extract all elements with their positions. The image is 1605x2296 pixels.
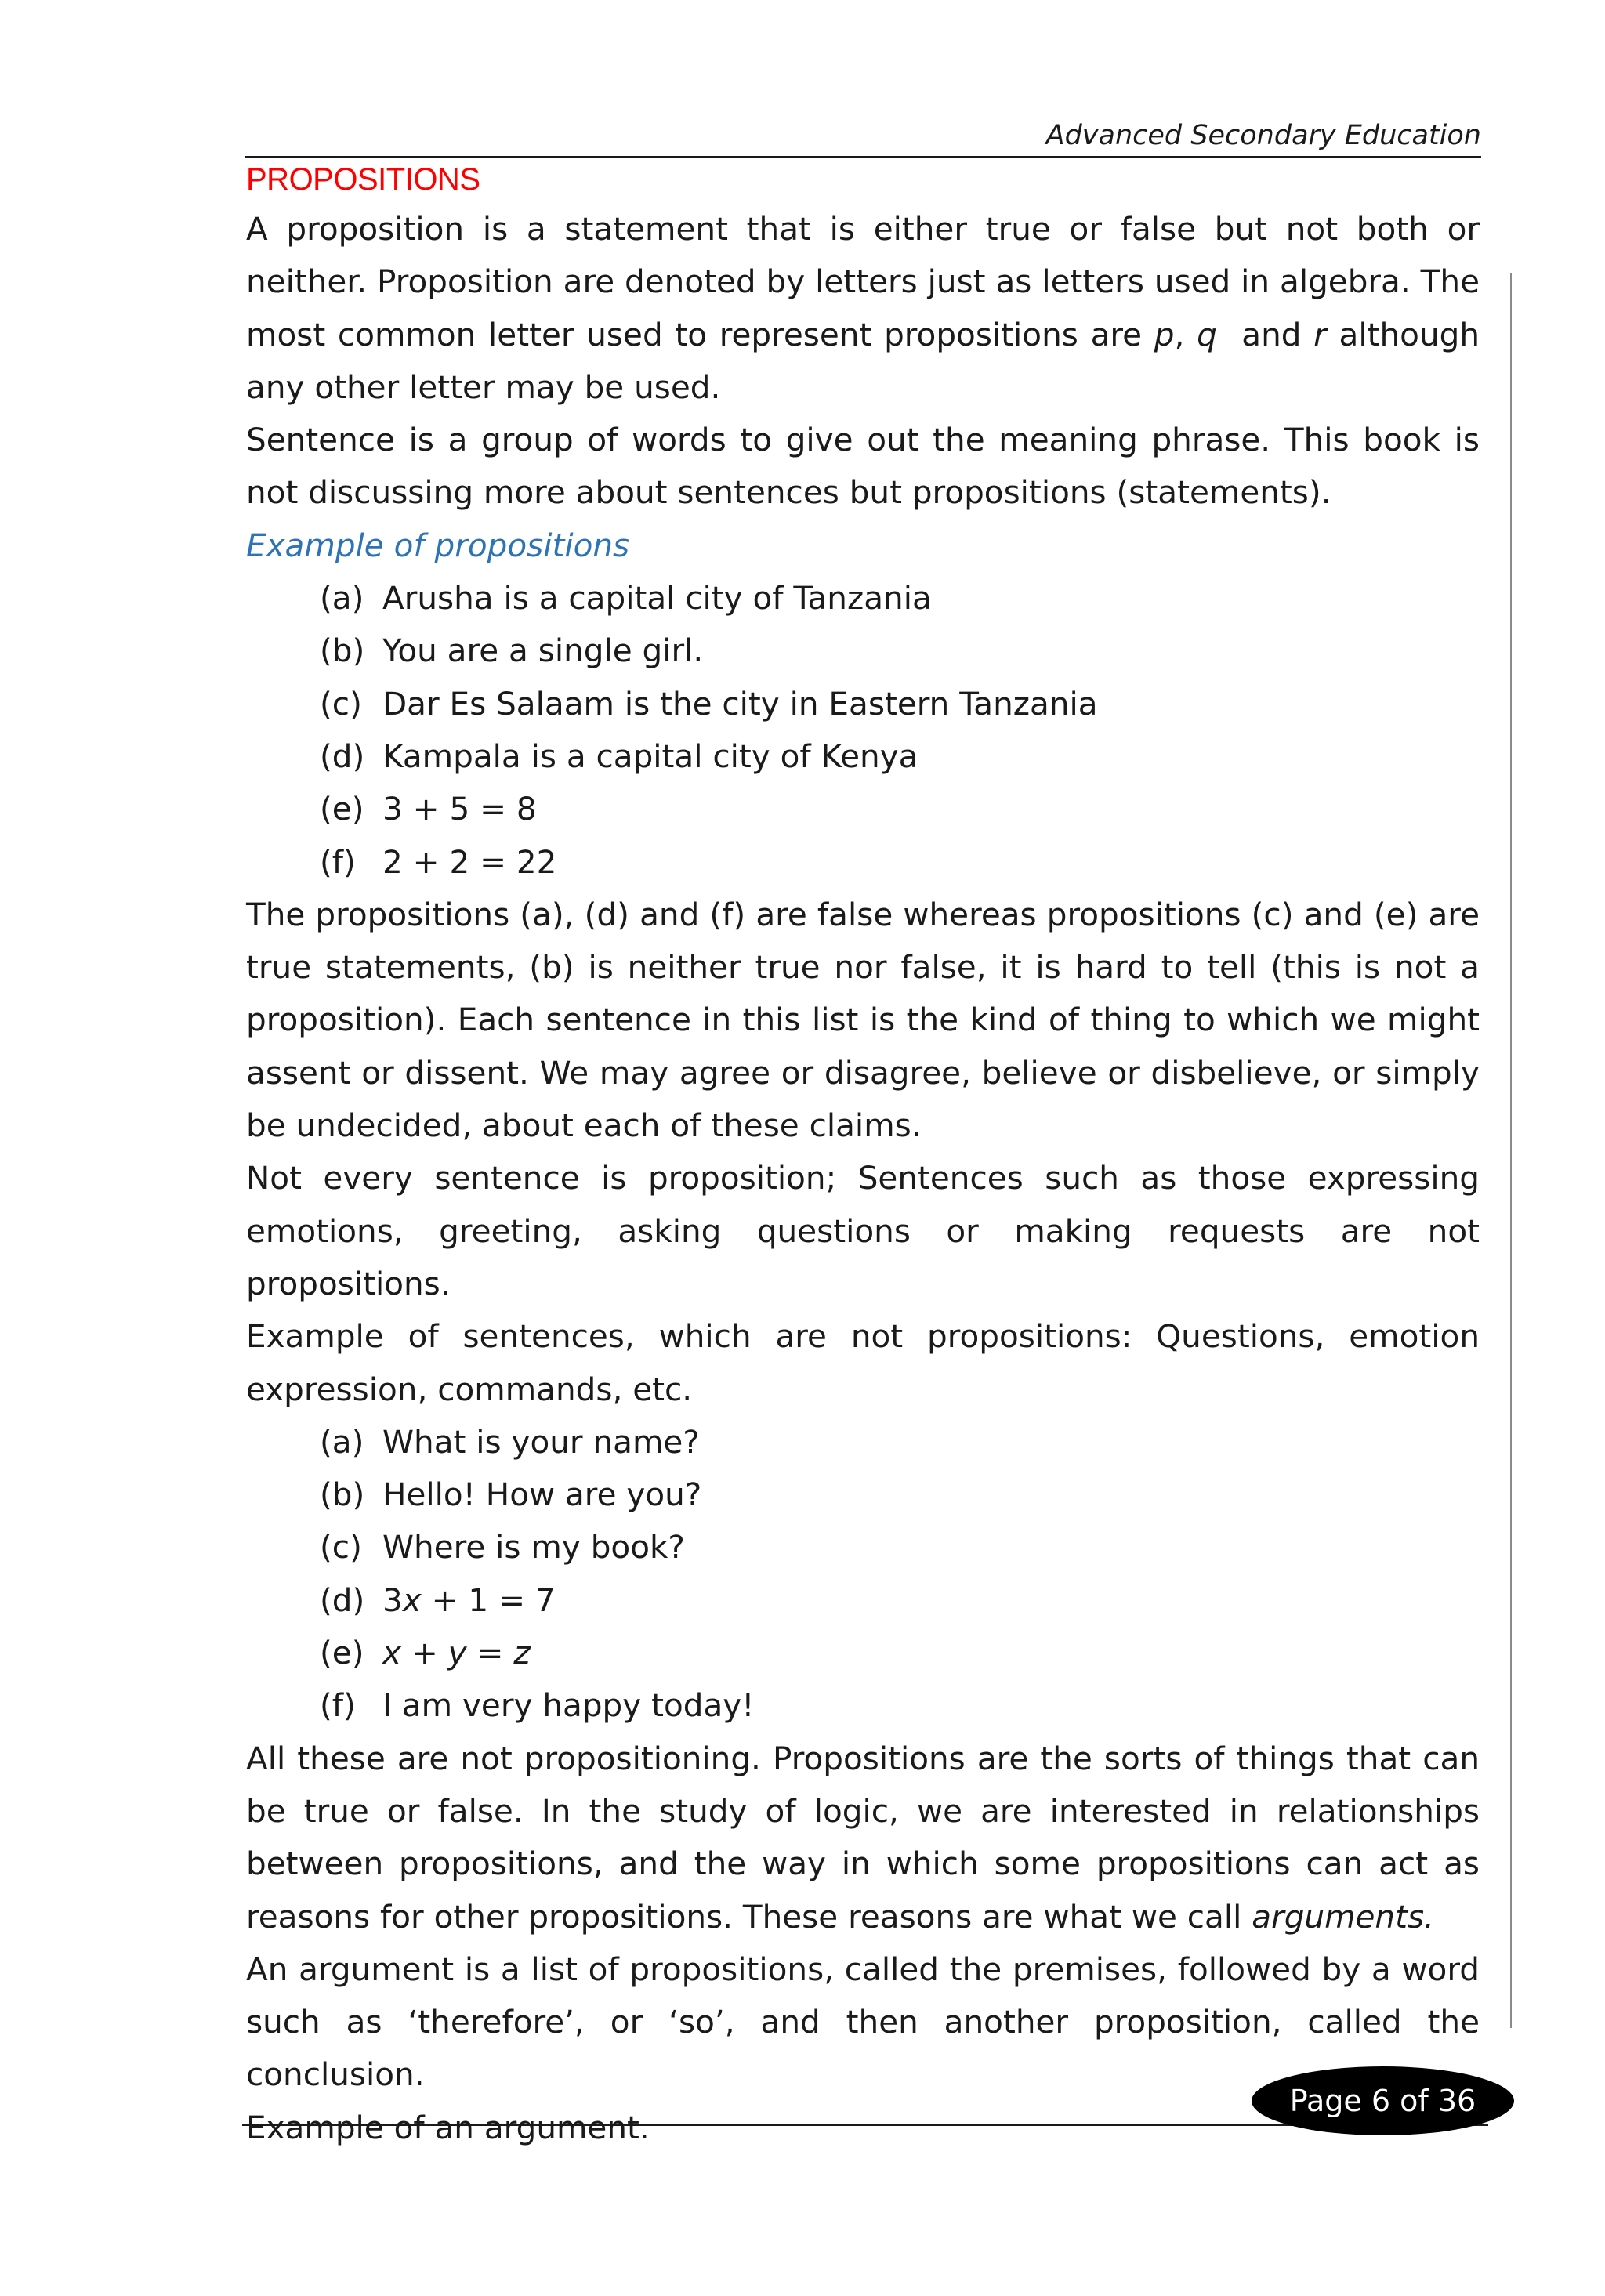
list-item: (b) Hello! How are you?	[320, 1476, 702, 1514]
argument-paragraph: An argument is a list of propositions, called the premises, followed by a word such as ‘therefore’, or ‘so’, and then another proposition, called the conclusion.	[246, 1950, 1480, 2094]
non-proposition-list	[246, 1416, 1480, 1733]
list-item: (e) x + y = z	[320, 1627, 1480, 1679]
margin-rule	[1510, 273, 1512, 2028]
list-item: (e) 3 + 5 = 8	[320, 790, 537, 828]
truth-paragraph: The propositions (a), (d) and (f) are false whereas propositions (c) and (e) are true statements, (b) is neither true nor false, it is hard to tell (this is not a proposition). Each sentence in this list is the kind of thing to which we might assent or dissent. We may agree or disagree, believe or disbelieve, or simply be undecided, about each of these claims.	[246, 895, 1480, 1145]
list-item: (d) 3x + 1 = 7	[320, 1574, 1480, 1627]
conclusion-paragraph: All these are not propositioning. Propositions are the sorts of things that can be true or false. In the study of logic, we are interested in relationships between propositions, and the way in which some propositions can act as reasons for other propositions. These reasons are what we call arguments.	[246, 1739, 1480, 1936]
not-every-paragraph: Not every sentence is proposition; Sentences such as those expressing emotions, greeting, asking questions or making requests are not propositions.	[246, 1159, 1480, 1302]
list-item: (f) 2 + 2 = 22	[320, 842, 557, 881]
header-rule	[245, 156, 1481, 158]
example-title: Example of propositions	[246, 526, 630, 564]
list-item: (a) What is your name?	[320, 1422, 700, 1461]
list-item: (c) Dar Es Salaam is the city in Eastern Tanzania	[320, 684, 1098, 722]
sentence-paragraph: Sentence is a group of words to give out the meaning phrase. This book is not discussing more about sentences but propositions (statements).	[246, 421, 1480, 512]
list-item: (b) You are a single girl.	[320, 632, 704, 670]
page-number-badge: Page 6 of 36	[1252, 2066, 1514, 2135]
page-content	[246, 159, 1480, 2154]
list-item: (c) Where is my book?	[320, 1528, 685, 1566]
section-heading: PROPOSITIONS	[246, 162, 480, 197]
running-header: Advanced Secondary Education	[1045, 120, 1481, 151]
equation: 3x + 1 = 7	[382, 1581, 556, 1619]
list-item: (f) I am very happy today!	[320, 1686, 755, 1725]
non-example-intro: Example of sentences, which are not propositions: Questions, emotion expression, commands, etc.	[246, 1317, 1480, 1408]
list-item: (d) Kampala is a capital city of Kenya	[320, 737, 918, 775]
intro-paragraph: A proposition is a statement that is either true or false but not both or neither. Proposition are denoted by letters just as letters used in algebra. The most common letter used to represent propositions are p, q and r although any other letter may be used.	[246, 210, 1480, 406]
list-item: (a) Arusha is a capital city of Tanzania	[320, 579, 932, 617]
proposition-list	[246, 572, 1480, 889]
argument-example: Example of an argument.	[246, 2108, 650, 2146]
equation: x + y = z	[382, 1634, 531, 1672]
